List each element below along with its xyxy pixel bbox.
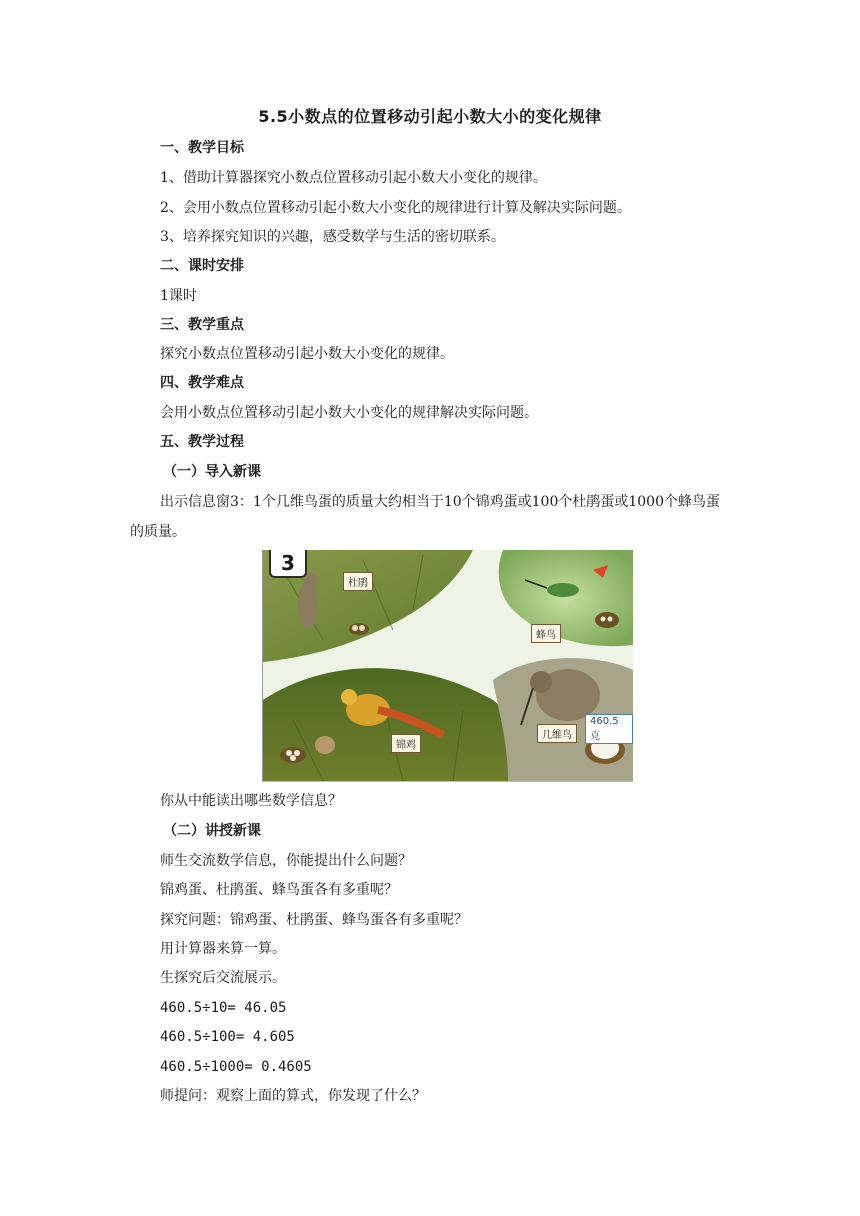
- after-figure-question: 你从中能读出哪些数学信息？: [160, 793, 342, 809]
- info-window-figure: [262, 550, 633, 782]
- calc-line-1: 460.5÷10= 46.05: [160, 1000, 287, 1016]
- teach-line-6: 师提问：观察上面的算式，你发现了什么？: [160, 1088, 426, 1104]
- subsection-heading-intro: （一）导入新课: [163, 464, 261, 480]
- label-hummingbird: 蜂鸟: [531, 624, 561, 643]
- key-text: 探究小数点位置移动引起小数大小变化的规律。: [160, 346, 454, 362]
- section-heading-goals: 一、教学目标: [160, 140, 244, 156]
- label-kiwi: 几维鸟: [537, 724, 577, 743]
- difficulty-text: 会用小数点位置移动引起小数大小变化的规律解决实际问题。: [160, 405, 538, 421]
- goal-item-2: 2、会用小数点位置移动引起小数大小变化的规律进行计算及解决实际问题。: [160, 200, 631, 216]
- label-egg-mass: 460.5克: [585, 714, 633, 744]
- section-heading-time: 二、课时安排: [160, 258, 244, 274]
- time-text: 1课时: [160, 288, 197, 304]
- teach-line-2: 锦鸡蛋、杜鹃蛋、蜂鸟蛋各有多重呢？: [160, 882, 398, 898]
- section-heading-process: 五、教学过程: [160, 434, 244, 450]
- goal-item-3: 3、培养探究知识的兴趣，感受数学与生活的密切联系。: [160, 229, 505, 245]
- teach-line-4: 用计算器来算一算。: [160, 941, 286, 957]
- intro-paragraph: 出示信息窗3：1个几维鸟蛋的质量大约相当于10个锦鸡蛋或100个杜鹃蛋或1000个蜂鸟蛋的质量。: [130, 494, 720, 540]
- section-heading-key: 三、教学重点: [160, 317, 244, 333]
- calc-line-3: 460.5÷1000= 0.4605: [160, 1059, 312, 1075]
- info-window-badge: 3: [269, 550, 307, 578]
- label-cuckoo: 杜鹃: [343, 572, 373, 591]
- teach-line-3: 探究问题：锦鸡蛋、杜鹃蛋、蜂鸟蛋各有多重呢？: [160, 912, 468, 928]
- label-pheasant: 锦鸡: [391, 734, 421, 753]
- teach-line-1: 师生交流数学信息，你能提出什么问题？: [160, 853, 412, 869]
- goal-item-1: 1、借助计算器探究小数点位置移动引起小数大小变化的规律。: [160, 170, 547, 186]
- calc-line-2: 460.5÷100= 4.605: [160, 1029, 295, 1045]
- page-title: 5.5小数点的位置移动引起小数大小的变化规律: [258, 107, 602, 126]
- section-heading-difficulty: 四、教学难点: [160, 375, 244, 391]
- subsection-heading-teach: （二）讲授新课: [163, 823, 261, 839]
- teach-line-5: 生探究后交流展示。: [160, 970, 286, 986]
- bird-eggs-illustration: [263, 550, 633, 781]
